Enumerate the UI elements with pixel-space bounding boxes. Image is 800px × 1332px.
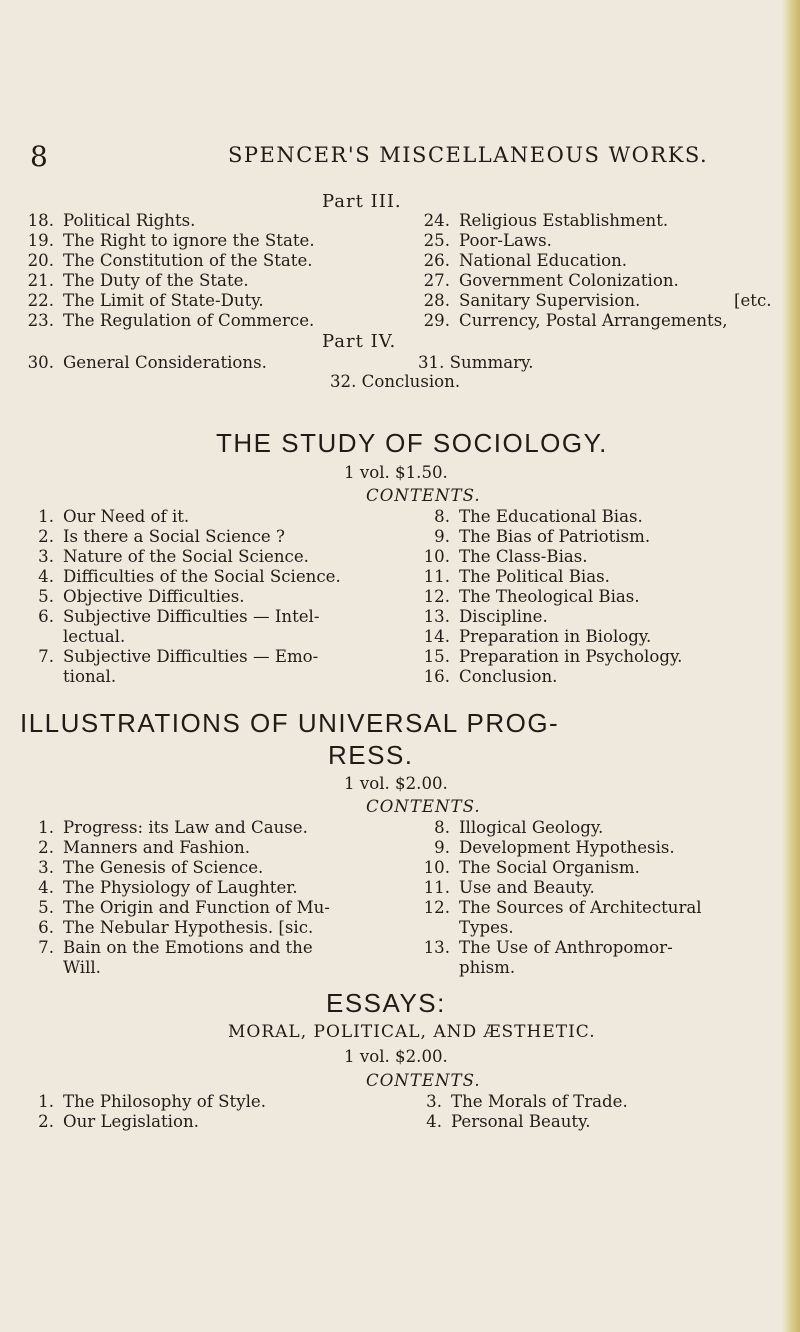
contents-heading: CONTENTS. [366,486,481,505]
section-title-continued: RESS. [328,740,414,770]
list-item: 28. Sanitary Supervision. [423,291,641,310]
page-number: 8 [30,140,48,173]
list-item: 7. Subjective Difficulties — Emo- [38,647,319,666]
list-item: 14. Preparation in Biology. [423,627,652,646]
list-item: 19. The Right to ignore the State. [27,231,315,250]
list-item: 2. Our Legislation. [38,1112,199,1131]
list-item: 9. The Bias of Patriotism. [434,527,651,546]
list-item: 12. The Theological Bias. [423,587,640,606]
list-item: 30. General Considerations. [27,353,267,372]
list-item: 15. Preparation in Psychology. [423,647,683,666]
sociology-left-list [24,507,341,687]
list-item: 4. The Physiology of Laughter. [38,878,298,897]
illustrations-left-list [24,818,330,978]
list-item: 8. The Educational Bias. [434,507,643,526]
list-item: 32. Conclusion. [330,372,461,391]
section-subtitle: MORAL, POLITICAL, AND ÆSTHETIC. [228,1022,596,1042]
running-title: SPENCER'S MISCELLANEOUS WORKS. [228,143,709,167]
section-title: THE STUDY OF SOCIOLOGY. [216,428,608,458]
section-title: ESSAYS: [326,988,446,1018]
list-item: 25. Poor-Laws. [423,231,552,250]
list-item: 1. Our Need of it. [38,507,190,526]
list-item: Types. [459,918,514,937]
price: 1 vol. $2.00. [344,774,448,793]
sociology-right-list [420,507,682,687]
list-item: 1. Progress: its Law and Cause. [38,818,308,837]
list-item: 10. The Class-Bias. [423,547,588,566]
list-item: phism. [459,958,516,977]
part-heading: Part IV. [322,331,397,352]
list-item: 2. Manners and Fashion. [38,838,251,857]
etc-note: [etc. [734,291,772,310]
contents-heading: CONTENTS. [366,797,481,816]
list-item: 23. The Regulation of Commerce. [27,311,315,330]
list-item: 21. The Duty of the State. [27,271,249,290]
part3-right-list [420,211,727,331]
list-item: 13. The Use of Anthropomor- [423,938,673,957]
list-item: 1. The Philosophy of Style. [38,1092,266,1111]
list-item: 5. The Origin and Function of Mu- [38,898,330,917]
list-item: 20. The Constitution of the State. [27,251,313,270]
list-item: 11. Use and Beauty. [423,878,595,897]
list-item: Will. [63,958,101,977]
list-item: 9. Development Hypothesis. [434,838,675,857]
list-item: 31. Summary. [418,353,534,372]
list-item: 4. Personal Beauty. [426,1112,591,1131]
list-item: 6. Subjective Difficulties — Intel- [38,607,320,626]
price: 1 vol. $2.00. [344,1047,448,1066]
list-item: 27. Government Colonization. [423,271,679,290]
list-item: 29. Currency, Postal Arrangements, [423,311,728,330]
list-item: 2. Is there a Social Science ? [38,527,285,546]
list-item: 24. Religious Establishment. [423,211,669,230]
list-item: 3. Nature of the Social Science. [38,547,309,566]
list-item: 11. The Political Bias. [423,567,610,586]
part-heading: Part III. [322,191,402,212]
essays-left-list [24,1092,266,1132]
list-item: 5. Objective Difficulties. [38,587,245,606]
section-title: ILLUSTRATIONS OF UNIVERSAL PROG- [20,708,560,738]
list-item: 6. The Nebular Hypothesis. [sic. [38,918,314,937]
list-item: 13. Discipline. [423,607,548,626]
list-item: 3. The Morals of Trade. [426,1092,628,1111]
list-item: 7. Bain on the Emotions and the [38,938,313,957]
list-item: 26. National Education. [423,251,628,270]
contents-heading: CONTENTS. [366,1071,481,1090]
illustrations-right-list [420,818,702,978]
list-item: lectual. [63,627,126,646]
list-item: tional. [63,667,117,686]
list-item: 8. Illogical Geology. [434,818,604,837]
list-item: 10. The Social Organism. [423,858,640,877]
list-item: 12. The Sources of Architectural [423,898,702,917]
essays-right-list [412,1092,628,1132]
list-item: 16. Conclusion. [423,667,558,686]
list-item: 3. The Genesis of Science. [38,858,264,877]
price: 1 vol. $1.50. [344,463,448,482]
list-item: 4. Difficulties of the Social Science. [38,567,341,586]
part3-left-list [24,211,315,331]
list-item: 22. The Limit of State-Duty. [27,291,264,310]
page-edge [782,0,800,1332]
list-item: 18. Political Rights. [27,211,196,230]
